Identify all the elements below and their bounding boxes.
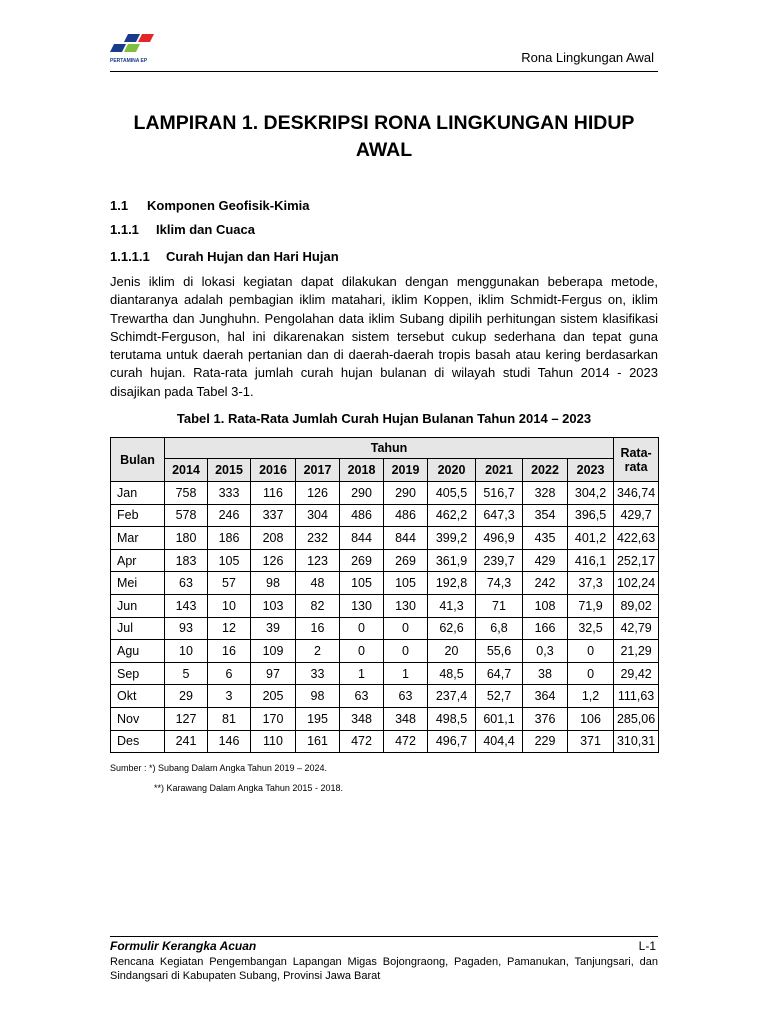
rainfall-table bbox=[110, 437, 659, 753]
value-cell: 20 bbox=[428, 640, 476, 663]
footer-description: Rencana Kegiatan Pengembangan Lapangan Migas Bojongraong, Pagaden, Pamanukan, Tanjungsari, dan Sindangsari di Kabupaten Subang, Provinsi Jawa Barat bbox=[110, 956, 658, 982]
value-cell: 71,9 bbox=[568, 594, 614, 617]
value-cell: 232 bbox=[296, 527, 340, 550]
value-cell: 29 bbox=[165, 685, 208, 708]
heading-number: 1.1 bbox=[110, 198, 129, 213]
value-cell: 1 bbox=[384, 662, 428, 685]
value-cell: 0,3 bbox=[523, 640, 568, 663]
value-cell: 348 bbox=[340, 707, 384, 730]
month-cell: Apr bbox=[111, 549, 165, 572]
logo-text: PERTAMINA EP bbox=[110, 58, 148, 64]
document-title: LAMPIRAN 1. DESKRIPSI RONA LINGKUNGAN HIDUP AWAL bbox=[133, 112, 635, 161]
average-cell: 346,74 bbox=[614, 482, 659, 505]
value-cell: 498,5 bbox=[428, 707, 476, 730]
header-title: Rona Lingkungan Awal bbox=[521, 50, 654, 65]
value-cell: 10 bbox=[208, 594, 251, 617]
value-cell: 0 bbox=[340, 640, 384, 663]
average-cell: 285,06 bbox=[614, 707, 659, 730]
value-cell: 0 bbox=[384, 617, 428, 640]
value-cell: 110 bbox=[251, 730, 296, 753]
value-cell: 130 bbox=[340, 594, 384, 617]
table-row bbox=[111, 707, 659, 730]
heading-1-1 bbox=[110, 198, 310, 213]
table-caption: Tabel 1. Rata-Rata Jumlah Curah Hujan Bulanan Tahun 2014 – 2023 bbox=[176, 411, 592, 426]
value-cell: 396,5 bbox=[568, 504, 614, 527]
value-cell: 401,2 bbox=[568, 527, 614, 550]
col-header-year: 2015 bbox=[208, 459, 251, 482]
value-cell: 758 bbox=[165, 482, 208, 505]
value-cell: 166 bbox=[523, 617, 568, 640]
value-cell: 63 bbox=[340, 685, 384, 708]
col-header-year: 2023 bbox=[568, 459, 614, 482]
value-cell: 41,3 bbox=[428, 594, 476, 617]
value-cell: 462,2 bbox=[428, 504, 476, 527]
value-cell: 304 bbox=[296, 504, 340, 527]
value-cell: 116 bbox=[251, 482, 296, 505]
value-cell: 472 bbox=[384, 730, 428, 753]
value-cell: 52,7 bbox=[476, 685, 523, 708]
value-cell: 496,9 bbox=[476, 527, 523, 550]
value-cell: 290 bbox=[384, 482, 428, 505]
value-cell: 205 bbox=[251, 685, 296, 708]
value-cell: 0 bbox=[568, 662, 614, 685]
value-cell: 361,9 bbox=[428, 549, 476, 572]
table-row bbox=[111, 685, 659, 708]
value-cell: 48,5 bbox=[428, 662, 476, 685]
value-cell: 429 bbox=[523, 549, 568, 572]
value-cell: 146 bbox=[208, 730, 251, 753]
month-cell: Mar bbox=[111, 527, 165, 550]
table-row bbox=[111, 730, 659, 753]
average-cell: 89,02 bbox=[614, 594, 659, 617]
col-header-average: Rata-rata bbox=[614, 438, 659, 482]
value-cell: 183 bbox=[165, 549, 208, 572]
value-cell: 93 bbox=[165, 617, 208, 640]
body-paragraph: Jenis iklim di lokasi kegiatan dapat dilakukan dengan menggunakan beberapa metode, diantaranya adalah pembagian iklim matahari, iklim Koppen, iklim Schmidt-Fergus on, iklim Trewartha dan Junghuhn. Pengolahan data iklim Subang dipilih perhitungan sistem klasifikasi Schimdt-Ferguson, hal ini dikarenakan sistem tersebut cukup sederhana dan tepat guna terutama untuk daerah pertanian dan di daerah-daerah tropis basah atau kering berdasarkan curah hujan. Rata-rata jumlah curah hujan bulanan di wilayah studi Tahun 2014 - 2023 disajikan pada Tabel 3-1. bbox=[110, 274, 658, 399]
average-cell: 252,17 bbox=[614, 549, 659, 572]
footer-divider bbox=[110, 936, 658, 937]
value-cell: 16 bbox=[296, 617, 340, 640]
month-cell: Mei bbox=[111, 572, 165, 595]
col-header-year-group: Tahun bbox=[165, 438, 614, 459]
col-header-year: 2016 bbox=[251, 459, 296, 482]
value-cell: 371 bbox=[568, 730, 614, 753]
value-cell: 3 bbox=[208, 685, 251, 708]
value-cell: 37,3 bbox=[568, 572, 614, 595]
value-cell: 333 bbox=[208, 482, 251, 505]
value-cell: 109 bbox=[251, 640, 296, 663]
col-header-year: 2021 bbox=[476, 459, 523, 482]
value-cell: 399,2 bbox=[428, 527, 476, 550]
value-cell: 0 bbox=[568, 640, 614, 663]
value-cell: 239,7 bbox=[476, 549, 523, 572]
average-cell: 422,63 bbox=[614, 527, 659, 550]
source-note-2: **) Karawang Dalam Angka Tahun 2015 - 2018. bbox=[154, 783, 343, 793]
average-cell: 29,42 bbox=[614, 662, 659, 685]
value-cell: 242 bbox=[523, 572, 568, 595]
value-cell: 74,3 bbox=[476, 572, 523, 595]
col-header-month: Bulan bbox=[111, 438, 165, 482]
value-cell: 10 bbox=[165, 640, 208, 663]
value-cell: 106 bbox=[568, 707, 614, 730]
col-header-year: 2020 bbox=[428, 459, 476, 482]
value-cell: 496,7 bbox=[428, 730, 476, 753]
value-cell: 229 bbox=[523, 730, 568, 753]
heading-1-1-1 bbox=[110, 222, 255, 237]
value-cell: 208 bbox=[251, 527, 296, 550]
value-cell: 348 bbox=[384, 707, 428, 730]
value-cell: 105 bbox=[384, 572, 428, 595]
value-cell: 486 bbox=[340, 504, 384, 527]
value-cell: 1 bbox=[340, 662, 384, 685]
value-cell: 269 bbox=[340, 549, 384, 572]
table-row bbox=[111, 662, 659, 685]
value-cell: 290 bbox=[340, 482, 384, 505]
value-cell: 0 bbox=[340, 617, 384, 640]
value-cell: 143 bbox=[165, 594, 208, 617]
value-cell: 416,1 bbox=[568, 549, 614, 572]
value-cell: 2 bbox=[296, 640, 340, 663]
average-cell: 111,63 bbox=[614, 685, 659, 708]
value-cell: 405,5 bbox=[428, 482, 476, 505]
value-cell: 304,2 bbox=[568, 482, 614, 505]
month-cell: Agu bbox=[111, 640, 165, 663]
month-cell: Jan bbox=[111, 482, 165, 505]
value-cell: 38 bbox=[523, 662, 568, 685]
col-header-year: 2018 bbox=[340, 459, 384, 482]
month-cell: Feb bbox=[111, 504, 165, 527]
value-cell: 108 bbox=[523, 594, 568, 617]
value-cell: 39 bbox=[251, 617, 296, 640]
average-cell: 310,31 bbox=[614, 730, 659, 753]
value-cell: 364 bbox=[523, 685, 568, 708]
value-cell: 63 bbox=[384, 685, 428, 708]
heading-1-1-1-1 bbox=[110, 249, 339, 264]
header-divider bbox=[110, 71, 658, 72]
value-cell: 48 bbox=[296, 572, 340, 595]
average-cell: 21,29 bbox=[614, 640, 659, 663]
value-cell: 186 bbox=[208, 527, 251, 550]
value-cell: 6 bbox=[208, 662, 251, 685]
table-row bbox=[111, 640, 659, 663]
value-cell: 246 bbox=[208, 504, 251, 527]
footer-title: Formulir Kerangka Acuan bbox=[110, 939, 257, 953]
value-cell: 126 bbox=[251, 549, 296, 572]
value-cell: 6,8 bbox=[476, 617, 523, 640]
table-row bbox=[111, 549, 659, 572]
value-cell: 103 bbox=[251, 594, 296, 617]
value-cell: 126 bbox=[296, 482, 340, 505]
value-cell: 105 bbox=[208, 549, 251, 572]
value-cell: 127 bbox=[165, 707, 208, 730]
source-note-1: Sumber : *) Subang Dalam Angka Tahun 2019 – 2024. bbox=[110, 763, 327, 773]
value-cell: 180 bbox=[165, 527, 208, 550]
month-cell: Okt bbox=[111, 685, 165, 708]
heading-text: Komponen Geofisik-Kimia bbox=[147, 198, 310, 213]
value-cell: 81 bbox=[208, 707, 251, 730]
value-cell: 354 bbox=[523, 504, 568, 527]
value-cell: 237,4 bbox=[428, 685, 476, 708]
month-cell: Jun bbox=[111, 594, 165, 617]
value-cell: 105 bbox=[340, 572, 384, 595]
value-cell: 55,6 bbox=[476, 640, 523, 663]
month-cell: Jul bbox=[111, 617, 165, 640]
col-header-year: 2019 bbox=[384, 459, 428, 482]
value-cell: 0 bbox=[384, 640, 428, 663]
value-cell: 435 bbox=[523, 527, 568, 550]
table-row bbox=[111, 504, 659, 527]
value-cell: 161 bbox=[296, 730, 340, 753]
value-cell: 62,6 bbox=[428, 617, 476, 640]
table-row bbox=[111, 482, 659, 505]
month-cell: Nov bbox=[111, 707, 165, 730]
average-cell: 42,79 bbox=[614, 617, 659, 640]
value-cell: 130 bbox=[384, 594, 428, 617]
heading-text: Iklim dan Cuaca bbox=[156, 222, 255, 237]
page-number: L-1 bbox=[638, 939, 656, 953]
value-cell: 486 bbox=[384, 504, 428, 527]
table-row bbox=[111, 617, 659, 640]
value-cell: 12 bbox=[208, 617, 251, 640]
month-cell: Des bbox=[111, 730, 165, 753]
value-cell: 63 bbox=[165, 572, 208, 595]
value-cell: 195 bbox=[296, 707, 340, 730]
heading-number: 1.1.1.1 bbox=[110, 249, 150, 264]
heading-text: Curah Hujan dan Hari Hujan bbox=[166, 249, 339, 264]
average-cell: 102,24 bbox=[614, 572, 659, 595]
value-cell: 98 bbox=[251, 572, 296, 595]
value-cell: 269 bbox=[384, 549, 428, 572]
col-header-year: 2014 bbox=[165, 459, 208, 482]
average-cell: 429,7 bbox=[614, 504, 659, 527]
table-row bbox=[111, 527, 659, 550]
value-cell: 33 bbox=[296, 662, 340, 685]
month-cell: Sep bbox=[111, 662, 165, 685]
pertamina-logo-icon bbox=[110, 30, 158, 70]
value-cell: 192,8 bbox=[428, 572, 476, 595]
value-cell: 241 bbox=[165, 730, 208, 753]
value-cell: 844 bbox=[340, 527, 384, 550]
col-header-year: 2022 bbox=[523, 459, 568, 482]
value-cell: 32,5 bbox=[568, 617, 614, 640]
value-cell: 376 bbox=[523, 707, 568, 730]
table-row bbox=[111, 594, 659, 617]
page-header bbox=[110, 30, 658, 72]
value-cell: 844 bbox=[384, 527, 428, 550]
value-cell: 5 bbox=[165, 662, 208, 685]
value-cell: 57 bbox=[208, 572, 251, 595]
value-cell: 16 bbox=[208, 640, 251, 663]
value-cell: 472 bbox=[340, 730, 384, 753]
value-cell: 123 bbox=[296, 549, 340, 572]
heading-number: 1.1.1 bbox=[110, 222, 139, 237]
value-cell: 328 bbox=[523, 482, 568, 505]
value-cell: 1,2 bbox=[568, 685, 614, 708]
value-cell: 64,7 bbox=[476, 662, 523, 685]
col-header-year: 2017 bbox=[296, 459, 340, 482]
table-row bbox=[111, 572, 659, 595]
value-cell: 578 bbox=[165, 504, 208, 527]
value-cell: 516,7 bbox=[476, 482, 523, 505]
value-cell: 71 bbox=[476, 594, 523, 617]
value-cell: 98 bbox=[296, 685, 340, 708]
value-cell: 337 bbox=[251, 504, 296, 527]
value-cell: 97 bbox=[251, 662, 296, 685]
value-cell: 404,4 bbox=[476, 730, 523, 753]
value-cell: 82 bbox=[296, 594, 340, 617]
value-cell: 170 bbox=[251, 707, 296, 730]
value-cell: 601,1 bbox=[476, 707, 523, 730]
value-cell: 647,3 bbox=[476, 504, 523, 527]
